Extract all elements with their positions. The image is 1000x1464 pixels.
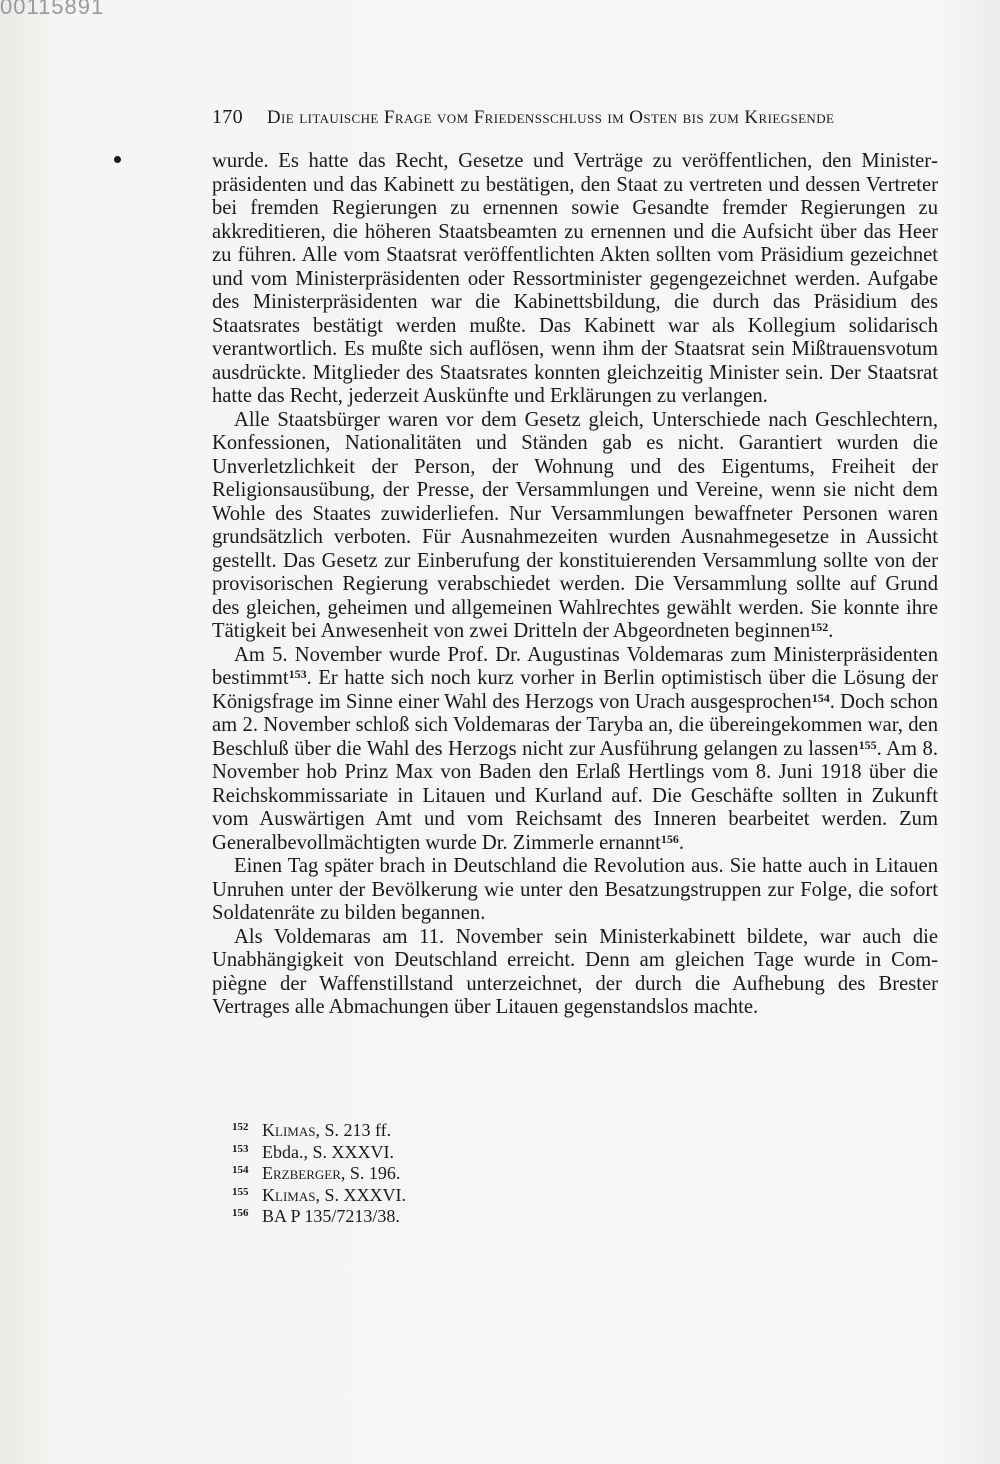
ink-speck	[114, 156, 121, 163]
text-run: Als Voldemaras am 11. November sein Ministerkabinett bildete, war auch die Unabhängigkeit von Deutschland erreicht. Denn am gleichen Tage wurde in Compiègne der Waffenstillstand unterzeichnet, der durch die Aufhebung des Brester Vertrages alle Abmachungen über Litauen gegenstandslos machte.	[212, 925, 938, 1018]
footnote-number: 154	[232, 1164, 249, 1177]
running-title: Die litauische Frage vom Friedensschluss im Osten bis zum Kriegsende	[266, 107, 835, 128]
footnote-ref: 153	[288, 667, 307, 681]
footnote-citation: , S. 196.	[340, 1163, 401, 1184]
footnote	[232, 1142, 932, 1164]
footnote-author: Klimas	[262, 1184, 316, 1205]
footnote	[232, 1120, 932, 1142]
footnote-citation: BA P 135/7213/38.	[262, 1206, 400, 1227]
footnote-number: 156	[232, 1207, 249, 1220]
text-run: wurde. Es hatte das Recht, Gesetze und Verträge zu veröffentlichen, den Ministerpräsidenten und das Kabinett zu bestätigen, den Staat zu vertreten und dessen Vertreter bei fremden Regierungen zu ernennen sowie Gesandte fremder Regierungen zu akkreditieren, die höheren Staatsbeamten zu ernennen und die Aufsicht über das Heer zu führen. Alle vom Staatsrat veröffentlichten Akten sollten vom Präsidium gezeichnet und vom Ministerpräsidenten oder Ressortminister gegengezeichnet werden. Aufgabe des Ministerpräsidenten war die Kabinettsbildung, die durch das Präsidium des Staatsrates bestätigt werden mußte. Das Kabinett war als Kollegium solidarisch verantwortlich. Es mußte sich auflösen, wenn ihm der Staatsrat sein Mißtrauensvotum ausdrückte. Mitglieder des Staatsrates konnten gleichzeitig Minister sein. Der Staatsrat hatte das Recht, jederzeit Auskünfte und Erklärungen zu verlangen.	[212, 150, 938, 407]
footnote-text	[262, 1142, 394, 1164]
footnote-text	[262, 1120, 391, 1142]
footnote-text	[262, 1206, 400, 1228]
paragraph	[212, 644, 938, 856]
text-run: Alle Staatsbürger waren vor dem Gesetz gleich, Unterschiede nach Geschlechtern, Konfessionen, Nationalitäten und Ständen gab es nicht. Garantiert wurden die Unverletzlichkeit der Person, der Wohnung und des Eigentums, Freiheit der Religionsausübung, der Presse, der Versammlungen und Vereine, wenn sie nicht dem Wohle des Staates zuwiderliefen. Nur Versammlungen bewaffneter Personen waren grundsätzlich verboten. Für Ausnahmezeiten wurden Ausnahmegesetze in Aussicht gestellt. Das Gesetz zur Einberufung der konstituierenden Versammlung sollte von der provisorischen Regierung verabschiedet werden. Die Versammlung sollte auf Grund des gleichen, geheimen und allgemeinen Wahlrechtes gewählt werden. Sie konnte ihre Tätigkeit bei Anwesenheit von zwei Dritteln der Abgeordneten beginnen	[212, 408, 938, 642]
footnote-text	[262, 1163, 400, 1185]
footnote-text	[262, 1185, 406, 1207]
footnote-citation: , S. XXXVI.	[315, 1184, 406, 1205]
paragraph	[212, 409, 938, 644]
text-run: . Am 8. November hob Prinz Max von Baden den Erlaß Hertlings vom 8. Juni 1918 über die Reichskommissariate in Litauen und Kurland auf. Die Geschäfte sollten in Zukunft vom Auswärtigen Amt und vom Reichsamt des Inneren bearbeitet werden. Zum Generalbevollmächtigten wurde Dr. Zimmerle ernannt	[212, 737, 938, 854]
footnote-ref: 155	[858, 737, 877, 752]
text-run: . Doch schon am 2. November schloß sich Voldemaras der Taryba an, die übereingekommen war, den Beschluß über die Wahl des Herzogs nicht zur Ausführung gelangen zu lassen	[212, 690, 938, 760]
footnote	[232, 1206, 932, 1228]
running-header	[212, 106, 902, 129]
footnote-number: 155	[232, 1185, 249, 1198]
footnote-number: 153	[232, 1142, 249, 1155]
footnote-ref: 154	[811, 690, 830, 705]
text-run: .	[678, 831, 685, 854]
text-run: .	[828, 620, 834, 642]
scan-id: 00115891	[0, 0, 105, 19]
footnote-number: 152	[232, 1121, 249, 1133]
paragraph	[212, 150, 938, 409]
footnote-author: Erzberger	[262, 1163, 341, 1184]
footnote	[232, 1185, 932, 1207]
footnote-author: Klimas	[262, 1120, 316, 1140]
page-number: 170	[212, 106, 243, 128]
footnote-citation: Ebda., S. XXXVI.	[262, 1141, 394, 1162]
paragraph	[212, 855, 938, 926]
text-run: Einen Tag später brach in Deutschland die Revolution aus. Sie hatte auch in Litauen Unruhen unter der Bevölkerung wie unter den Besatzungstruppen zur Folge, die sofort Soldatenräte zu bilden begannen.	[212, 855, 938, 924]
text-run: . Er hatte sich noch kurz vorher in Berlin optimistisch über die Lösung der Königsfrage im Sinne einer Wahl des Herzogs von Urach ausgesprochen	[212, 667, 938, 713]
text-run: Am 5. November wurde Prof. Dr. Augustinas Voldemaras zum Ministerpräsidenten bestimmt	[212, 643, 938, 689]
footnote	[232, 1163, 932, 1185]
footnotes	[232, 1120, 932, 1228]
footnote-ref: 156	[660, 831, 679, 846]
paragraph	[212, 926, 938, 1020]
body-text	[212, 150, 938, 1020]
footnote-citation: , S. 213 ff.	[315, 1120, 392, 1140]
footnote-ref: 152	[810, 620, 829, 634]
